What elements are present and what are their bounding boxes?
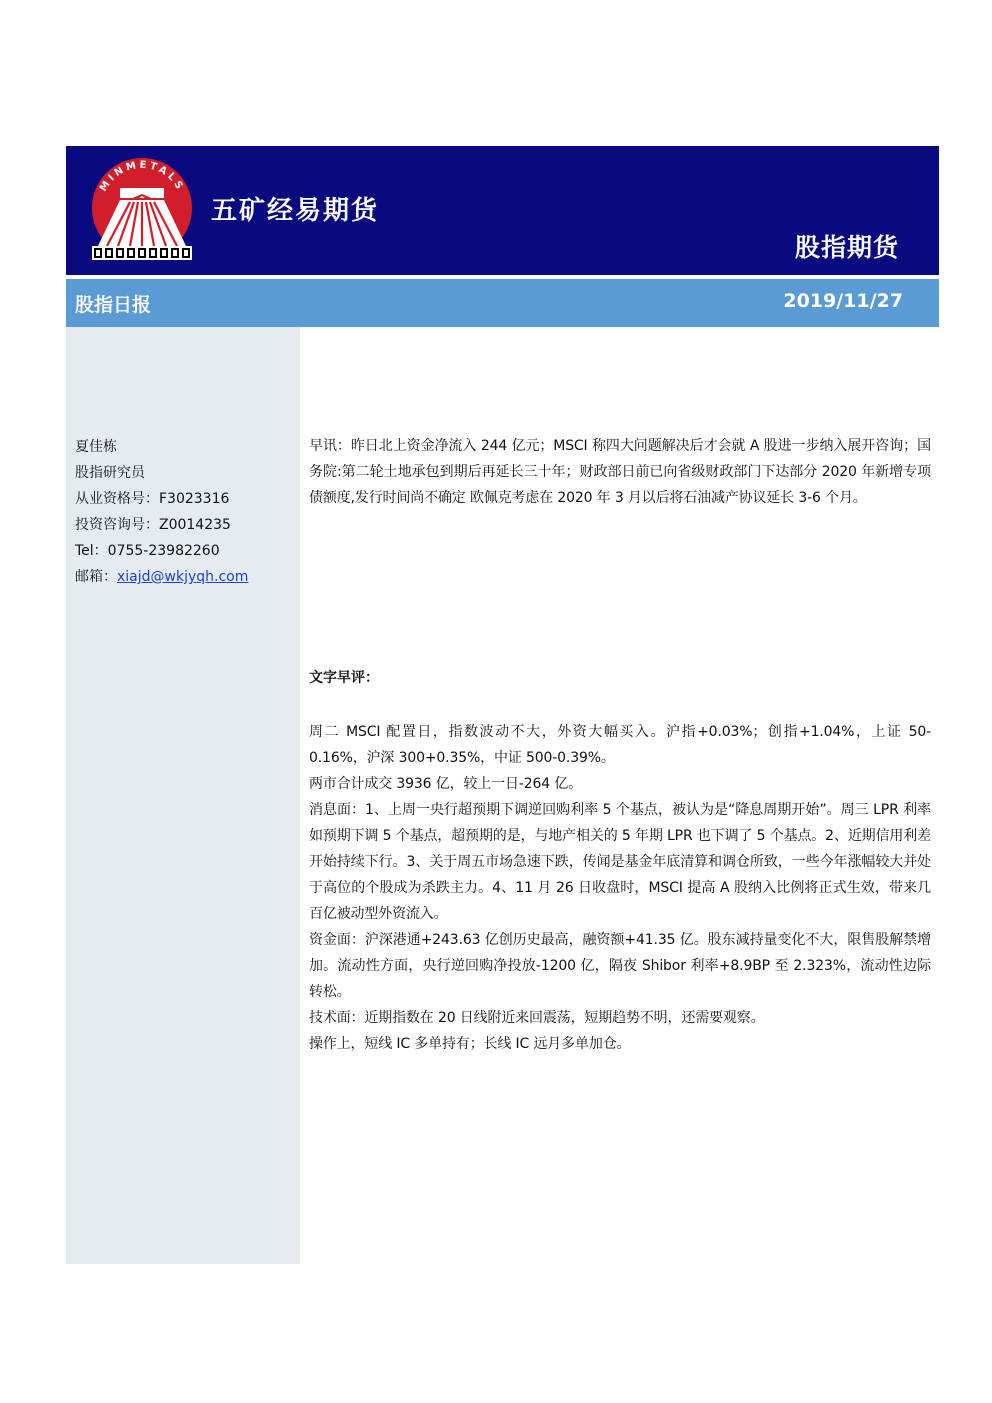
commentary-news: 消息面：1、上周一央行超预期下调逆回购利率 5 个基点，被认为是“降息周期开始”。周三 LPR 利率如预期下调 5 个基点，超预期的是，与地产相关的 5 年期 LPR 也下调了 5 个基点。2、近期信用利差开始持续下行。3、关于周五市场急速下跌，传闻是基金年底清算和调仓所致，一些今年涨幅较大并处于高位的个股成为杀跌主力。4、11 月 26 日收盘时，MSCI 提高 A 股纳入比例将正式生效，带来几百亿被动型外资流入。 bbox=[309, 802, 931, 922]
minmetals-logo bbox=[88, 156, 196, 264]
report-category: 股指期货 bbox=[794, 233, 899, 262]
morning-news: 早讯：昨日北上资金净流入 244 亿元；MSCI 称四大问题解决后才会就 A 股进一步纳入展开咨询；国务院:第二轮土地承包到期后再延长三十年；财政部日前已向省级财政部门下达部分 2020 年新增专项债额度,发行时间尚不确定 欧佩克考虑在 2020 年 3 月以后将石油减产协议延长 3-6 个月。 bbox=[309, 438, 931, 506]
header-band bbox=[66, 146, 939, 275]
author-sidebar bbox=[66, 327, 300, 1264]
commentary-body bbox=[309, 719, 931, 1057]
commentary-technical: 技术面：近期指数在 20 日线附近来回震荡，短期趋势不明，还需要观察。 bbox=[309, 1010, 765, 1026]
report-type: 股指日报 bbox=[75, 294, 152, 316]
email-link[interactable]: xiajd@wkjyqh.com bbox=[117, 569, 249, 585]
report-title-bar bbox=[66, 279, 939, 327]
company-name: 五矿经易期货 bbox=[211, 196, 380, 226]
consulting-number: 投资咨询号：Z0014235 bbox=[75, 517, 231, 533]
commentary-market-summary: 周二 MSCI 配置日，指数波动不大，外资大幅买入。沪指+0.03%；创指+1.04%，上证 50-0.16%，沪深 300+0.35%，中证 500-0.39%。 bbox=[309, 724, 931, 766]
commentary-title: 文字早评： bbox=[309, 670, 379, 686]
email-label: 邮箱： bbox=[75, 569, 117, 585]
author-name: 夏佳栋 bbox=[75, 439, 117, 455]
author-email-row bbox=[75, 564, 248, 590]
qualification-number: 从业资格号：F3023316 bbox=[75, 491, 230, 507]
author-title: 股指研究员 bbox=[75, 465, 145, 481]
author-tel: Tel：0755-23982260 bbox=[75, 543, 220, 559]
commentary-capital: 资金面：沪深港通+243.63 亿创历史最高，融资额+41.35 亿。股东减持量变化不大，限售股解禁增加。流动性方面，央行逆回购净投放-1200 亿，隔夜 Shibor 利率+8.9BP 至 2.323%，流动性边际转松。 bbox=[309, 932, 931, 1000]
svg-text:MINMETALS: MINMETALS bbox=[98, 159, 186, 194]
commentary-turnover: 两市合计成交 3936 亿，较上一日-264 亿。 bbox=[309, 776, 583, 792]
commentary-operation: 操作上，短线 IC 多单持有；长线 IC 远月多单加仓。 bbox=[309, 1036, 631, 1052]
report-date: 2019/11/27 bbox=[783, 290, 903, 312]
author-info bbox=[75, 434, 248, 590]
